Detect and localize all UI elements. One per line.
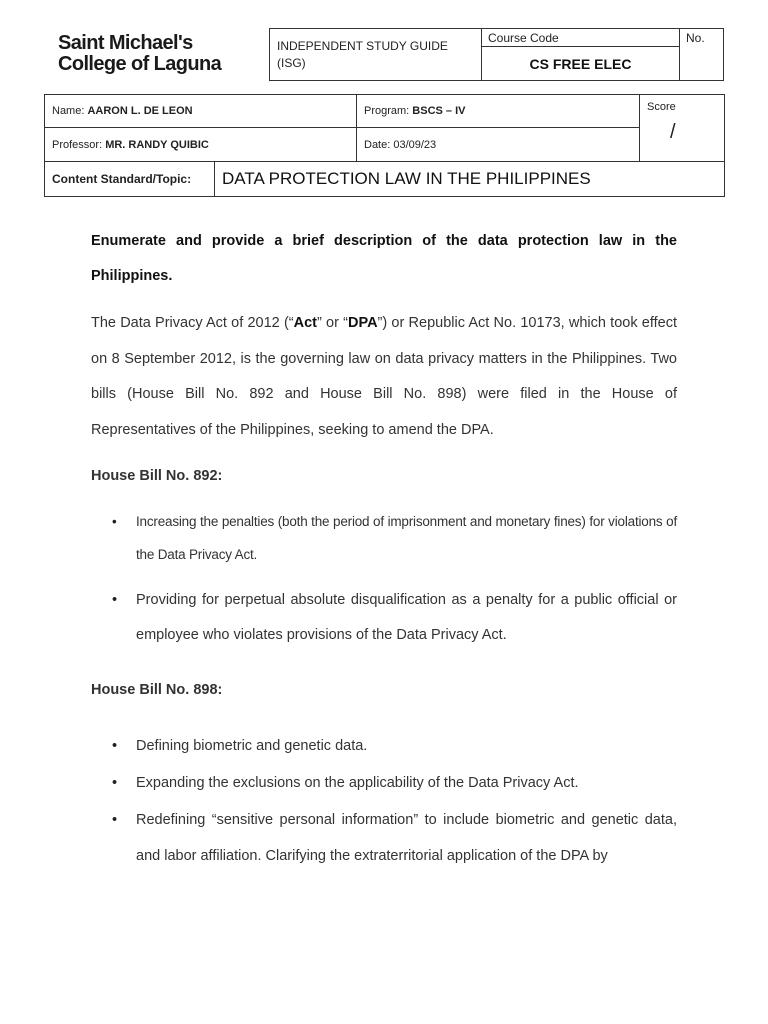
score-cell (640, 95, 725, 162)
topic-value: DATA PROTECTION LAW IN THE PHILIPPINES (222, 169, 591, 188)
list-item: • Increasing the penalties (both the period of imprisonment and monetary fines) for violations of the Data Privacy Act. (91, 505, 677, 571)
list-item: • Expanding the exclusions on the applicability of the Data Privacy Act. (91, 773, 677, 793)
intro-part-e: ”) or Republic Act No. 10173, which took effect on 8 September 2012, is the governing law on data privacy matters in the Philippines. Two bills (House Bill No. 892 and House Bill No. 898) were filed in the House of Representatives of the Philippines, seeking to amend the DPA. (91, 315, 678, 438)
intro-part-c: ” or “ (317, 315, 348, 331)
professor-label: Professor: (52, 138, 106, 151)
intro-dpa: DPA (348, 315, 378, 331)
course-code-value-box (481, 46, 680, 81)
course-code-label: Course Code (488, 31, 559, 45)
topic-value-cell (215, 162, 725, 197)
bill-892-heading: House Bill No. 892: (91, 468, 223, 484)
bill-892-list (91, 505, 677, 653)
student-info-table (44, 94, 725, 197)
course-code-label-box (481, 28, 680, 47)
intro-paragraph (91, 306, 677, 448)
name-cell (45, 95, 357, 128)
bill-898-list (91, 736, 677, 874)
score-label: Score (647, 101, 676, 113)
date-label: Date: 03/09/23 (364, 138, 437, 151)
list-item: • Defining biometric and genetic data. (91, 736, 677, 756)
isg-label: INDEPENDENT STUDY GUIDE (ISG) (277, 39, 448, 70)
logo-line-1: Saint Michael's (58, 32, 193, 54)
program-label: Program: (364, 105, 413, 117)
no-label: No. (686, 31, 705, 45)
list-item: • Providing for perpetual absolute disqualification as a penalty for a public official or employee who violates provisions of the Data Privacy Act. (91, 583, 677, 653)
course-code-value: CS FREE ELEC (529, 56, 632, 72)
bill-898-heading: House Bill No. 898: (91, 682, 223, 698)
topic-label: Content Standard/Topic: (52, 172, 192, 186)
professor-cell (45, 128, 357, 162)
name-value: AARON L. DE LEON (87, 105, 193, 117)
topic-label-cell (45, 162, 215, 197)
isg-box (269, 28, 482, 81)
intro-act: Act (293, 315, 317, 331)
question-text: Enumerate and provide a brief description of the data protection law in the Philippines. (91, 233, 677, 284)
date-cell (357, 128, 640, 162)
score-value: / (670, 121, 676, 143)
professor-value: MR. RANDY QUIBIC (105, 138, 209, 151)
program-value: BSCS – IV (412, 105, 466, 117)
intro-part-a: The Data Privacy Act of 2012 (“ (91, 315, 294, 331)
name-label: Name: (52, 105, 88, 117)
list-item: • Redefining “sensitive personal information” to include biometric and genetic data, and labor affiliation. Clarifying the extraterritorial application of the DPA by (91, 802, 677, 874)
program-cell (357, 95, 640, 128)
logo-line-2: College of Laguna (58, 53, 222, 75)
school-logo (58, 33, 260, 75)
no-box (679, 28, 724, 81)
